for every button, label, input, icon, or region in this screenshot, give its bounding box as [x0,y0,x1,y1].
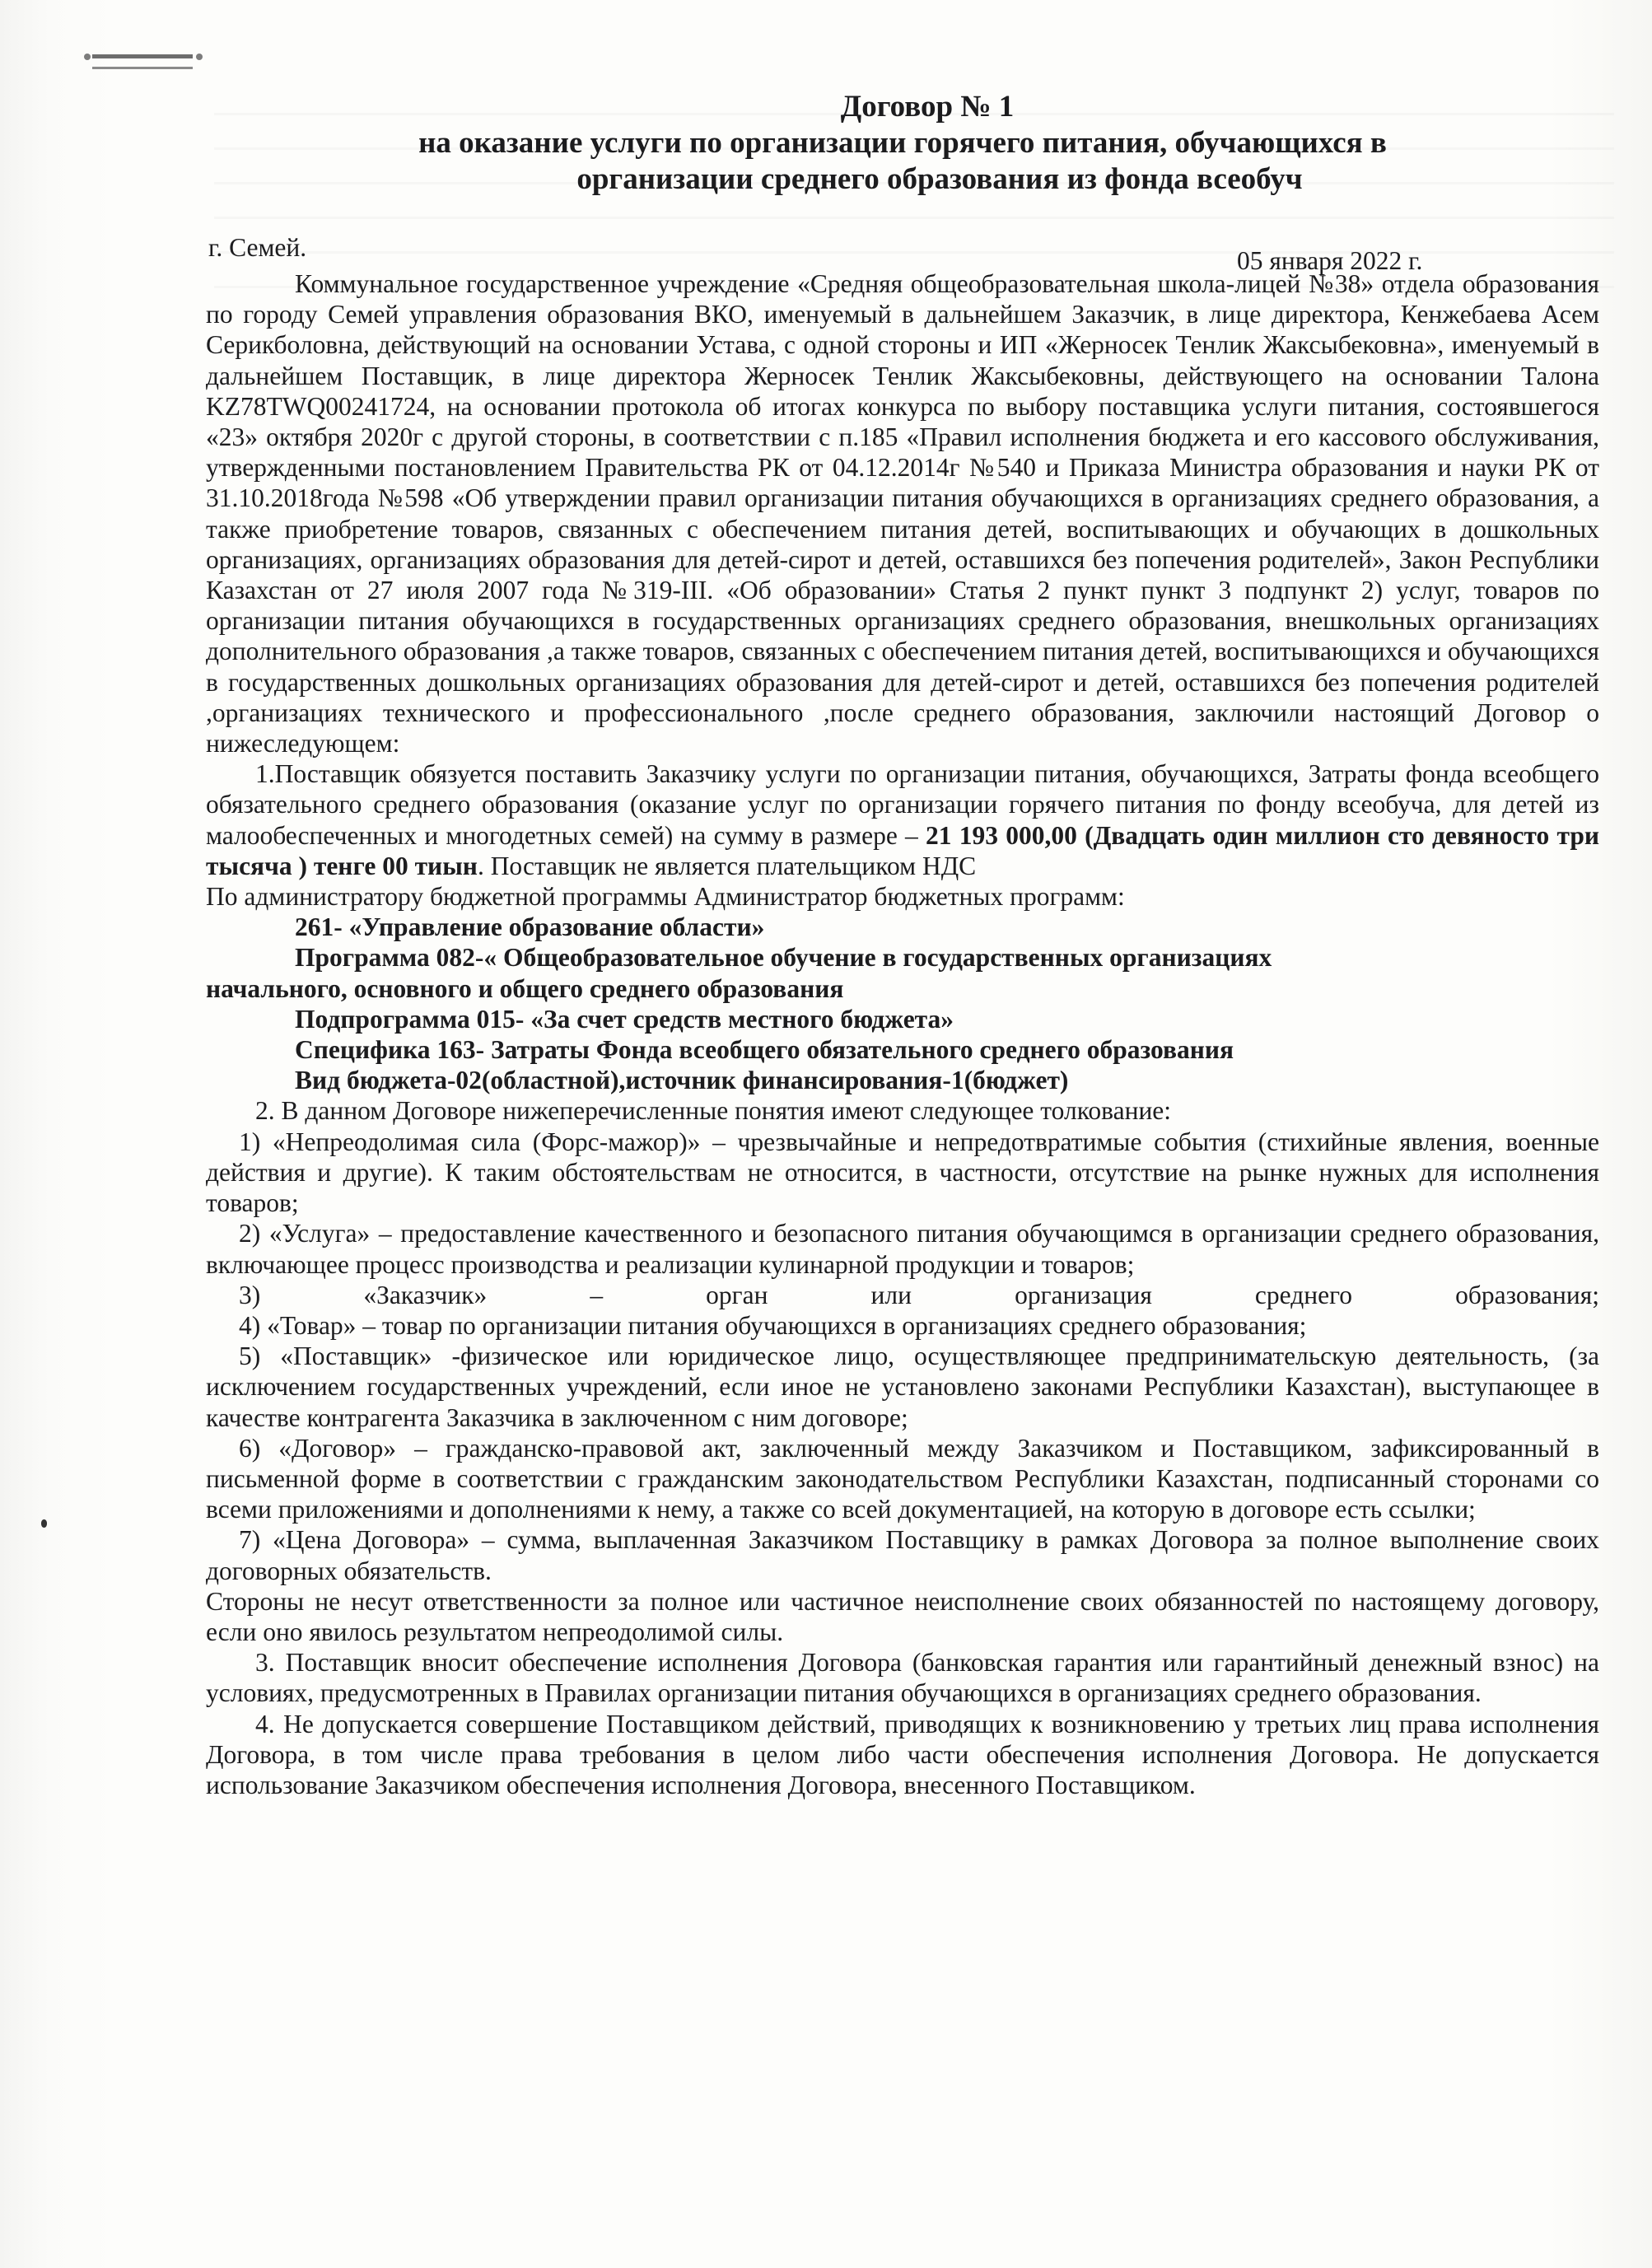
budget-program: Программа 082-« Общеобразовательное обучение в государственных организациях [295,943,1272,973]
clause-1-vat-note: . Поставщик не является плательщиком НДС [477,851,977,880]
title-line-3: организации среднего образования из фонда всеобуч [576,162,1303,196]
budget-specifics: Специфика 163- Затраты Фонда всеобщего обязательного среднего образования [295,1035,1234,1065]
definition-item: 4) «Товар» – товар по организации питания обучающихся в организациях среднего образования; [239,1310,1307,1340]
place-date-row [206,232,1599,275]
title-line-1: Договор № 1 [840,90,1015,124]
definition-item: 5) «Поставщик» -физическое или юридическое лицо, осуществляющее предпринимательскую деятельность, (за исключением государственных учреждений, если иное не установлено законами Республики Казахстан), выступающее в качестве контрагента Заказчика в заключенном с ним договоре; [206,1342,1599,1432]
definition-item: 1) «Непреодолимая сила (Форс-мажор)» – чрезвычайные и непредотвратимые события (стихийные явления, военные действия и другие). К таким обстоятельствам не относится, в частности, отсутствие на рынке нужных для исполнения товаров; [206,1127,1599,1218]
contract-document [206,89,1599,1800]
city: г. Семей. [208,233,307,262]
budget-classification [206,912,1599,1095]
budget-type: Вид бюджета-02(областной),источник финансирования-1(бюджет) [295,1066,1069,1095]
force-majeure-note: Стороны не несут ответственности за полное или частичное неисполнение своих обязанностей по настоящему договору, если оно явилось результатом непреодолимой силы. [206,1586,1599,1646]
budget-program-continued: начального, основного и общего среднего образования [206,973,844,1003]
definition-item: 2) «Услуга» – предоставление качественного и безопасного питания обучающимся в организации среднего образования, включающее процесс производства и реализации кулинарной продукции и товаров; [206,1219,1599,1279]
clause-3: 3. Поставщик вносит обеспечение исполнения Договора (банковская гарантия или гарантийный денежный взнос) на условиях, предусмотренных в Правилах организации питания обучающихся в организациях среднего образования. [206,1648,1599,1708]
clause-1 [206,758,1599,881]
preamble: Коммунальное государственное учреждение «Средняя общеобразовательная школа-лицей №38» отдела образования по городу Семей управления образования ВКО, именуемый в дальнейшем Заказчик, в лице директора, Кенжебаева Асем Серикболовна, действующий на основании Устава, с одной стороны и ИП «Жерносек Тенлик Жаксыбековна», именуемый в дальнейшем Поставщик, в лице директора Жерносек Тенлик Жаксыбековны, действующего на основании Талона KZ78TWQ00241724, на основании протокола об итогах конкурса по выбору поставщика услуги питания, состоявшегося «23» октября 2020г с другой стороны, в соответствии с п.185 «Правил исполнения бюджета и его кассового обслуживания, утвержденными постановлением Правительства РК от 04.12.2014г №540 и Приказа Министра образования и науки РК от 31.10.2018года №598 «Об утверждении правил организации питания обучающихся в организациях среднего образования, а также приобретение товаров, связанных с обеспечением питания детей, воспитывающих и обучающих в дошкольных организациях, организациях образования для детей-сирот и детей, оставшихся без попечения родителей», Закон Республики Казахстан от 27 июля 2007 года №319-III. «Об образовании» Статья 2 пункт пункт 3 подпункт 2) услуг, товаров по организации питания обучающихся в государственных организациях среднего образования, внешкольных организациях дополнительного образования ,а также товаров, связанных с обеспечением питания детей, воспитывающихся и обучающихся в государственных дошкольных организациях образования для детей-сирот и детей, оставшихся без попечения родителей ,организациях технического и профессионального ,после среднего образования, заключили настоящий Договор о нижеследующем: [206,269,1599,758]
definition-item: 3) «Заказчик» – орган или организация среднего образования; [239,1280,1599,1309]
contract-date: 05 января 2022 г. [1237,246,1423,275]
clause-1-text: 1.Поставщик обязуется поставить Заказчику услуги по организации питания, обучающихся, Затраты фонда всеобщего обязательного среднего образования (оказание услуг по организации горячего питания по фонду всеобуча, для детей из малообеспеченных и многодетных семей) на сумму в размере – [206,759,1599,850]
contract-title [206,89,1599,198]
budget-subprogram: Подпрограмма 015- «За счет средств местного бюджета» [295,1004,954,1034]
budget-administrator: 261- «Управление образование области» [295,912,765,942]
definition-item: 6) «Договор» – гражданско-правовой акт, заключенный между Заказчиком и Поставщиком, зафиксированный в письменной форме в соответствии с гражданским законодательством Республики Казахстан, подписанный сторонами со всеми приложениями и дополнениями к нему, а также со всей документацией, на которую в договоре есть ссылки; [206,1433,1599,1524]
definition-item: 7) «Цена Договора» – сумма, выплаченная Заказчиком Поставщику в рамках Договора за полное выполнение своих договорных обязательств. [206,1525,1599,1585]
scan-speck [41,1519,47,1528]
budget-admin-line: По администратору бюджетной программы Администратор бюджетных программ: [206,882,1125,912]
scan-corner-mark [92,54,193,69]
title-line-2: на оказание услуги по организации горячего питания, обучающихся в [418,126,1387,160]
clause-2-intro: 2. В данном Договоре нижеперечисленные понятия имеют следующее толкование: [255,1096,1172,1126]
clause-4: 4. Не допускается совершение Поставщиком действий, приводящих к возникновению у третьих лиц права исполнения Договора, в том числе права требования в целом либо части обеспечения исполнения Договора. Не допускается использование Заказчиком обеспечения исполнения Договора, внесенного Поставщиком. [206,1709,1599,1799]
contract-amount: 21 193 000,00 (Двадцать один миллион сто девяносто три тысяча ) тенге 00 тиын [206,820,1599,880]
